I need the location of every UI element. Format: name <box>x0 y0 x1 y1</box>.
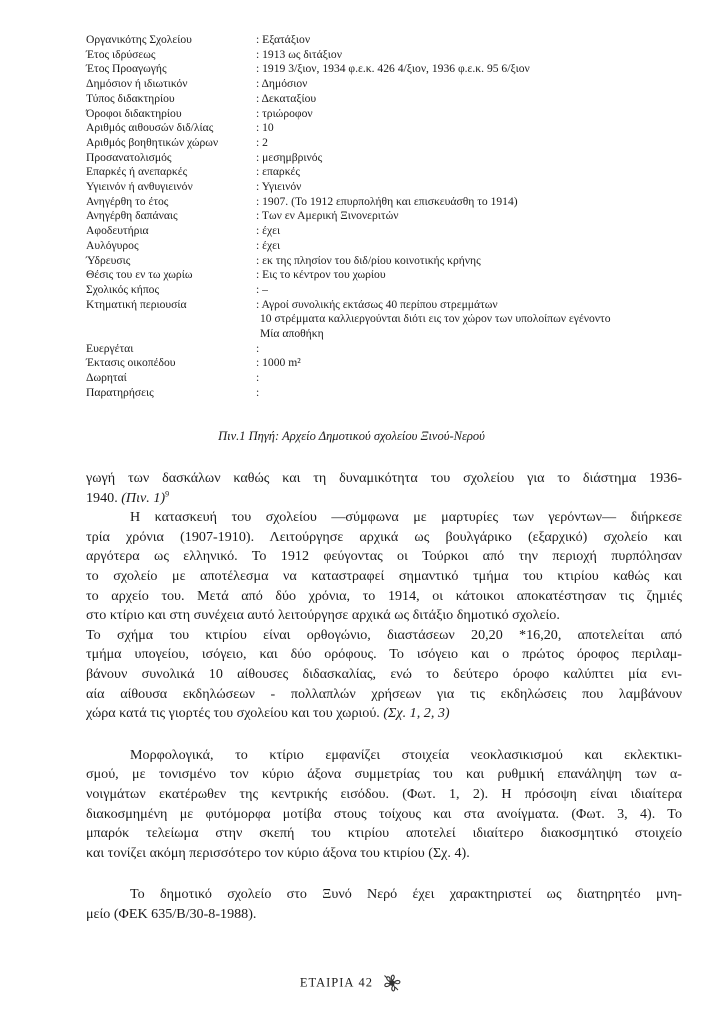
row-value <box>256 195 686 210</box>
row-value <box>256 254 686 269</box>
row-value <box>256 136 686 151</box>
text-line: σμού, με τονισμένο τον κύριο άξονα συμμετρίας του και ρυθμική επανάληψη των α- <box>86 766 682 783</box>
row-label: Δημόσιον ή ιδιωτικόν <box>86 77 188 91</box>
row-label: Οργανικότης Σχολείου <box>86 33 192 46</box>
paragraph-3 <box>86 746 682 864</box>
row-value <box>256 283 686 298</box>
row-value <box>256 356 686 371</box>
text-line: Η κατασκευή του σχολείου —σύμφωνα με μαρτυρίες των γερόντων— διήρκεσε <box>130 509 682 526</box>
table-reference: (Πιν. 1) <box>121 489 166 506</box>
text-line: Το δημοτικό σχολείο στο Ξυνό Νερό έχει χαρακτηριστεί ως διατηρητέο μνη- <box>130 886 682 903</box>
row-value-line: : επαρκές <box>256 165 301 179</box>
row-value <box>256 180 686 195</box>
table-row <box>86 342 686 357</box>
table-row <box>86 165 686 180</box>
row-value-line: : <box>256 341 260 355</box>
table-row <box>86 180 686 195</box>
row-value-line: : εκ της πλησίον του διδ/ρίου κοινοτικής κρήνης <box>256 253 481 267</box>
row-value <box>256 386 686 401</box>
row-value-line: : Αγροί συνολικής εκτάσως 40 περίπου στρεμμάτων <box>256 297 498 311</box>
row-value-line: : Δημόσιον <box>256 77 308 91</box>
photo-reference: (Φωτ. 1, 2). <box>402 785 489 802</box>
row-value <box>256 342 686 357</box>
table-row <box>86 107 686 122</box>
text-line: διακοσμημένη με φυτόμορφα μοτίβα στους τοίχους και στα ανοίγματα. (Φωτ. 3, 4). Το <box>86 805 682 822</box>
table-row <box>86 77 686 92</box>
row-value-line: : Εις το κέντρον του χωρίου <box>256 268 386 282</box>
row-value <box>256 298 686 342</box>
row-value-line: : Δεκαταξίου <box>256 91 317 105</box>
row-value-line: : 1913 ως διτάξιον <box>256 47 342 61</box>
row-value <box>256 48 686 63</box>
row-value-line: : μεσημβρινός <box>256 150 323 164</box>
row-label: Αριθμός βοηθητικών χώρων <box>86 135 219 149</box>
text-line: 1940. (Πιν. 1)$^9$ <box>86 488 170 506</box>
table-row <box>86 151 686 166</box>
text-line: αία αίθουσα εκδηλώσεων - πολλαπλών χρήσεων για τις εκδηλώσεις που λαμβάνουν <box>86 685 682 702</box>
row-value-line: : 10 <box>256 121 274 135</box>
table-row <box>86 33 686 48</box>
page-number: 42 <box>358 975 374 990</box>
row-label: Επαρκές ή ανεπαρκές <box>86 165 188 179</box>
text-line: μείο (ΦΕΚ 635/Β/30-8-1988). <box>86 905 257 922</box>
row-label: Υγιεινόν ή ανθυγιεινόν <box>86 180 193 194</box>
row-label: Δωρηταί <box>86 371 127 385</box>
row-value-line: : 1907. (Το 1912 επυρπολήθη και επισκευάσθη το 1914) <box>256 194 518 208</box>
text-line: Μορφολογικά, το κτίριο εμφανίζει στοιχεία νεοκλασικισμού και εκλεκτικι- <box>130 746 682 763</box>
text-line: βάνουν συνολικά 10 αίθουσες διδασκαλίας, ενώ το δεύτερο όροφο καλύπτει μία ενι- <box>86 665 682 682</box>
paragraph-1 <box>86 469 682 508</box>
text-line: το αρχείο του. Μετά από δύο χρόνια, το 1914, οι κάτοικοι αποκατέστησαν τις ζημιές <box>86 587 682 604</box>
table-row <box>86 48 686 63</box>
row-label: Έκτασις οικοπέδου <box>86 356 176 370</box>
row-label: Έτος Προαγωγής <box>86 62 167 76</box>
text-line: μπαρόκ τελείωμα στην σκεπή του κτιρίου αποτελεί ιδιαίτερο διακοσμητικό στοιχείο <box>86 825 682 842</box>
paragraph-2 <box>86 508 682 724</box>
row-value-line: : έχει <box>256 224 281 238</box>
table-row <box>86 254 686 269</box>
text-line: το σχολείο με αποτέλεσμα να καταστραφεί σημαντικό τμήμα του κτιρίου καθώς και <box>86 567 682 584</box>
table-row <box>86 209 686 224</box>
row-value <box>256 371 686 386</box>
row-label: Ευεργέται <box>86 341 134 355</box>
table-row <box>86 283 686 298</box>
row-value-line: 10 στρέμματα καλλιεργούνται διότι εις τον χώρον των υπολοίπων εγένοντο <box>260 312 611 326</box>
row-value-line: : 1000 m² <box>256 356 301 370</box>
text-line: αργότερα ως ελληνικό. Το 1912 φεύγοντας οι Τούρκοι από την περιοχή πυρπόλησαν <box>86 548 682 565</box>
flower-ornament-icon <box>381 972 403 994</box>
row-value-line: : <box>256 371 260 385</box>
text-line: γωγή των δασκάλων καθώς και τη δυναμικότητα του σχολείου για το διάστημα 1936- <box>86 470 682 486</box>
text-line: στο κτίριο και στη συνέχεια αυτό λειτούργησε αρχικά ως διτάξιο δημοτικό σχολείο. <box>86 607 560 624</box>
photo-reference: (Φωτ. 3, 4). <box>571 805 656 822</box>
row-value <box>256 92 686 107</box>
row-value-line: Μία αποθήκη <box>260 327 324 341</box>
row-label: Έτος ιδρύσεως <box>86 47 156 61</box>
row-value <box>256 165 686 180</box>
paragraph-4 <box>86 885 682 924</box>
table-row <box>86 239 686 254</box>
table-row <box>86 121 686 136</box>
row-value-line: : Υγιεινόν <box>256 180 302 194</box>
table-row <box>86 386 686 401</box>
row-label: Ανηγέρθη το έτος <box>86 194 169 208</box>
table-row <box>86 371 686 386</box>
row-value <box>256 62 686 77</box>
row-label: Παρατηρήσεις <box>86 385 154 399</box>
row-label: Ύδρευσις <box>86 253 131 267</box>
row-label: Όροφοι διδακτηρίου <box>86 106 182 120</box>
row-label: Αριθμός αιθουσών διδ/λίας <box>86 121 214 135</box>
table-row <box>86 224 686 239</box>
row-value-line: : – <box>256 282 268 296</box>
table-row <box>86 268 686 283</box>
figure-reference: (Σχ. 1, 2, 3) <box>383 705 450 722</box>
text-line: νοιγμάτων εκατέρωθεν της κεντρικής εισόδου. (Φωτ. 1, 2). Η πρόσοψη είναι ιδιαίτερα <box>86 785 682 802</box>
text-line: τμήμα υπογείου, ισόγειο, και δύο ορόφους. Το ισόγειο και ο πρώτος όροφος περιλαμ- <box>86 646 682 663</box>
footer-label: ΕΤΑΙΡΙΑ <box>299 975 355 990</box>
row-value-line: : Των εν Αμερική Ξινονεριτών <box>256 209 399 223</box>
school-info-table <box>86 33 686 401</box>
row-value <box>256 224 686 239</box>
text-line: Το σχήμα του κτιρίου είναι ορθογώνιο, διαστάσεων 20,20 *16,20, αποτελείται από <box>86 626 682 643</box>
row-value-line: : 1919 3/ξιον, 1934 φ.ε.κ. 426 4/ξιον, 1936 φ.ε.κ. 95 6/ξιον <box>256 62 530 76</box>
table-row <box>86 92 686 107</box>
text-line: τρία χρόνια (1907-1910). Λειτούργησε αρχικά ως βουλγάρικο (εξαρχικό) σχολείο και <box>86 528 682 545</box>
row-value-line: : <box>256 385 260 399</box>
row-label: Αφοδευτήρια <box>86 224 149 238</box>
row-label: Κτηματική περιουσία <box>86 297 187 311</box>
text-line: χώρα κατά τις γιορτές του σχολείου και του χωριού. (Σχ. 1, 2, 3) <box>86 705 450 722</box>
row-label: Αυλόγυρος <box>86 238 139 252</box>
figure-reference: (Σχ. 4). <box>428 844 470 861</box>
table-row <box>86 298 686 342</box>
footnote-marker: 9 <box>165 488 170 498</box>
row-label: Ανηγέρθη δαπάναις <box>86 209 178 223</box>
table-row <box>86 195 686 210</box>
row-value-line: : έχει <box>256 238 281 252</box>
row-value <box>256 239 686 254</box>
table-caption: Πιν.1 Πηγή: Αρχείο Δημοτικού σχολείου Ξινού-Νερού <box>218 429 485 443</box>
row-value <box>256 209 686 224</box>
row-label: Προσανατολισμός <box>86 150 172 164</box>
table-row <box>86 62 686 77</box>
row-value-line: : Εξατάξιον <box>256 33 311 46</box>
table-row <box>86 136 686 151</box>
row-label: Σχολικός κήπος <box>86 282 160 296</box>
row-value-line: : τριώροφον <box>256 106 313 120</box>
row-label: Τύπος διδακτηρίου <box>86 91 175 105</box>
row-label: Θέσις του εν τω χωρίω <box>86 268 193 282</box>
row-value <box>256 121 686 136</box>
row-value-line: : 2 <box>256 135 268 149</box>
row-value <box>256 151 686 166</box>
row-value <box>256 107 686 122</box>
row-value <box>256 268 686 283</box>
table-row <box>86 356 686 371</box>
row-value <box>256 77 686 92</box>
text-line: και τονίζει ακόμη περισσότερο τον κύριο άξονα του κτιρίου (Σχ. 4). <box>86 844 470 861</box>
body-text <box>86 469 682 924</box>
row-value <box>256 33 686 48</box>
page-footer <box>0 972 703 994</box>
